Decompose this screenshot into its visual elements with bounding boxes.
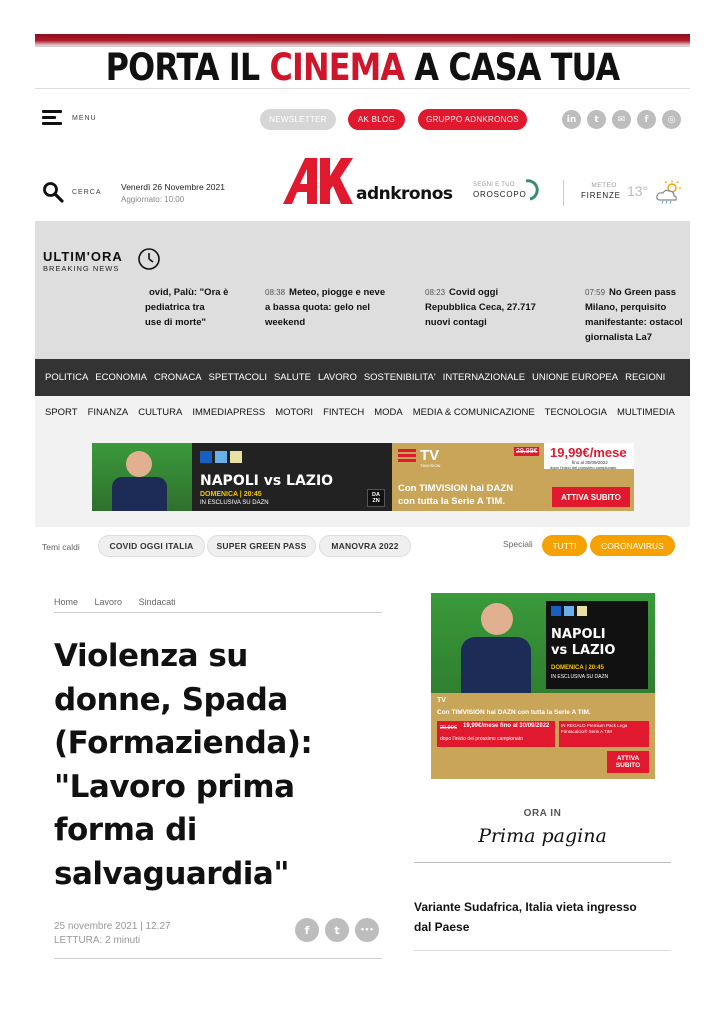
updated-time: Aggiornato: 10:00 <box>121 195 185 204</box>
gruppo-adnkronos-button[interactable]: GRUPPO ADNKRONOS <box>418 109 527 130</box>
article-meta <box>54 920 171 948</box>
sidebar-ad-price-note: dopo l'inizio del prossimo campionato <box>440 736 523 742</box>
clock-icon <box>137 247 161 271</box>
ad-right-panel <box>392 443 634 511</box>
sidebar-ad-old-price: 29,99€ <box>440 725 457 731</box>
date-block <box>121 182 225 204</box>
sidebar-ad-promo: Con TIMVISION hai DAZN con tutta la Serie A TIM. <box>437 709 591 716</box>
twitter-icon[interactable]: t <box>587 110 606 129</box>
ad-old-price: 29,99€ <box>516 448 538 455</box>
breaking-subtitle: BREAKING NEWS <box>43 264 120 273</box>
nav-sostenibilita[interactable]: SOSTENIBILITA' <box>363 372 436 383</box>
speciali-coronavirus[interactable]: CORONAVIRUS <box>590 535 675 556</box>
breaking-item[interactable]: 08:38 Meteo, piogge e neve a bassa quota: gelo nel weekend <box>265 287 386 328</box>
breadcrumb <box>54 597 382 613</box>
nav-lavoro[interactable]: LAVORO <box>317 372 357 383</box>
nav-cronaca[interactable]: CRONACA <box>154 372 202 383</box>
ad-player-photo <box>92 443 192 511</box>
share-twitter-icon[interactable]: t <box>325 918 349 942</box>
ad-promo1: Con TIMVISION hai DAZN <box>398 483 514 494</box>
breaking-title: ULTIM'ORA <box>43 249 123 264</box>
ad-left-panel <box>92 443 392 511</box>
nav-tecnologia[interactable]: TECNOLOGIA <box>544 407 607 418</box>
search-icon <box>42 181 64 203</box>
ad-offer-note2: dopo l'inizio del prossimo campionato <box>550 465 617 470</box>
divider <box>414 950 671 951</box>
breaking-news-bar <box>35 221 690 359</box>
nav-fintech[interactable]: FINTECH <box>323 407 365 418</box>
instagram-icon[interactable]: ◎ <box>662 110 681 129</box>
ad-when: DOMENICA | 20:45 <box>200 491 262 498</box>
header-separator <box>563 180 564 206</box>
share-more-icon[interactable]: ••• <box>355 918 379 942</box>
ora-in-label: ORA IN <box>523 808 562 819</box>
tag-super-green-pass[interactable]: SUPER GREEN PASS <box>207 535 316 557</box>
menu-button[interactable] <box>42 110 97 126</box>
ad-match: NAPOLI vs LAZIO <box>200 473 334 489</box>
nav-economia[interactable]: ECONOMIA <box>95 372 148 383</box>
ad-tv: TV <box>420 447 440 464</box>
dazn-leaderboard-ad[interactable] <box>92 443 634 511</box>
dazn-sidebar-ad[interactable] <box>431 593 655 779</box>
ad-exclusive: IN ESCLUSIVA SU DAZN <box>200 500 269 506</box>
breaking-item[interactable]: 08:23 Covid oggi Repubblica Ceca, 27.717 nuovi contagi <box>425 287 536 328</box>
divider <box>35 88 690 89</box>
tag-manovra-2022[interactable]: MANOVRA 2022 <box>319 535 411 557</box>
hamburger-icon <box>42 110 62 126</box>
breaking-item[interactable]: 07:59 No Green pass Milano, perquisito manifestante: ostacol giornalista La7 <box>585 287 683 343</box>
sidebar-ad-match2: vs LAZIO <box>551 643 616 658</box>
nav-moda[interactable]: MODA <box>374 407 403 418</box>
sidebar-ad-gift: IN REGALO Premium Pack Lega Fantacalcio® Serie A TIM <box>559 721 649 747</box>
speciali-label: Speciali <box>503 539 533 549</box>
nav-immediapress[interactable]: IMMEDIAPRESS <box>192 407 266 418</box>
nav-regioni[interactable]: REGIONI <box>625 372 666 383</box>
article-reading-time: LETTURA: 2 minuti <box>54 935 141 946</box>
breadcrumb-home[interactable]: Home <box>54 597 79 607</box>
ak-logo-mark <box>283 156 353 206</box>
secondary-nav <box>35 396 690 429</box>
oroscopo-small: SEGNI E TUO <box>473 182 515 188</box>
nav-media-comunicazione[interactable]: MEDIA & COMUNICAZIONE <box>412 407 535 418</box>
tag-covid-oggi-italia[interactable]: COVID OGGI ITALIA <box>98 535 205 557</box>
divider <box>414 862 671 863</box>
search-button[interactable] <box>42 181 102 203</box>
sidebar-ad-price: 19,99€/mese fino al 30/09/2022 <box>463 723 550 729</box>
logo-text: adnkronos <box>356 184 453 204</box>
share-buttons <box>295 918 379 942</box>
ad-cta-button[interactable]: ATTIVA SUBITO <box>552 487 630 507</box>
temi-caldi-label: Temi caldi <box>42 542 80 552</box>
facebook-icon[interactable]: f <box>637 110 656 129</box>
sidebar-ad-exclusive: IN ESCLUSIVA SU DAZN <box>551 674 609 680</box>
breadcrumb-sindacati[interactable]: Sindacati <box>138 597 176 607</box>
nav-motori[interactable]: MOTORI <box>275 407 314 418</box>
ad-promo2: con tutta la Serie A TIM. <box>398 496 505 507</box>
meteo-link[interactable] <box>581 182 621 200</box>
sidebar-ad-top <box>431 593 655 693</box>
sidebar-ad-when: DOMENICA | 20:45 <box>551 665 604 671</box>
meteo-small: METEO <box>591 182 617 189</box>
divider <box>54 958 382 959</box>
article-date: 25 novembre 2021 | 12.27 <box>54 921 171 932</box>
linkedin-icon[interactable]: in <box>562 110 581 129</box>
nav-sport[interactable]: SPORT <box>45 407 78 418</box>
banner-headline: PORTA IL CINEMA A CASA TUA <box>105 46 620 88</box>
prima-pagina-news-link[interactable]: Variante Sudafrica, Italia vieta ingresso dal Paese <box>414 900 637 934</box>
prima-pagina-title: Prima pagina <box>478 825 607 847</box>
share-facebook-icon[interactable]: f <box>295 918 319 942</box>
mail-icon[interactable]: ✉ <box>612 110 631 129</box>
breadcrumb-lavoro[interactable]: Lavoro <box>94 597 123 607</box>
current-date: Venerdì 26 Novembre 2021 <box>121 182 225 192</box>
ak-blog-button[interactable]: AK BLOG <box>348 109 405 130</box>
temperature: 13° <box>627 183 649 199</box>
ad-team-badges <box>200 451 242 463</box>
sidebar-ad-cta[interactable]: ATTIVA SUBITO <box>607 751 649 773</box>
nav-multimedia[interactable]: MULTIMEDIA <box>616 407 675 418</box>
meteo-city: FIRENZE <box>581 191 621 200</box>
oroscopo-label: OROSCOPO <box>473 190 527 199</box>
nav-spettacoli[interactable]: SPETTACOLI <box>208 372 267 383</box>
tim-icon <box>398 449 416 463</box>
menu-label: MENU <box>72 114 97 122</box>
social-links <box>562 110 681 129</box>
top-ad-banner[interactable] <box>35 34 690 88</box>
nav-cultura[interactable]: CULTURA <box>138 407 183 418</box>
breaking-item[interactable]: ovid, Palù: "Ora è pediatrica tra use di morte" <box>145 287 229 328</box>
speciali-tutti[interactable]: TUTTI <box>542 535 587 556</box>
search-label: CERCA <box>72 188 102 196</box>
newsletter-button[interactable]: NEWSLETTER <box>260 109 336 130</box>
ad-tv-small: TIMVISION <box>420 463 441 468</box>
article-headline: Violenza su donne, Spada (Formazienda): "Lavoro prima forma di salvaguardia" <box>54 638 313 892</box>
nav-salute[interactable]: SALUTE <box>273 372 311 383</box>
sidebar-ad-price-box <box>437 721 555 747</box>
nav-finanza[interactable]: FINANZA <box>87 407 129 418</box>
partly-cloudy-icon <box>655 180 682 204</box>
primary-nav <box>35 359 690 396</box>
dazn-logo: DA ZN <box>367 489 385 507</box>
oroscopo-icon <box>518 179 540 201</box>
ad-offer-note: fino al 30/09/2022 <box>572 460 608 465</box>
sidebar-ad-bottom <box>431 693 655 779</box>
sidebar-ad-tv-logo: TV <box>437 697 446 704</box>
adnkronos-logo[interactable] <box>283 156 453 206</box>
nav-internazionale[interactable]: INTERNAZIONALE <box>442 372 526 383</box>
nav-unione-europea[interactable]: UNIONE EUROPEA <box>532 372 619 383</box>
ad-price: 19,99€/mese <box>550 445 627 460</box>
sidebar-ad-match1: NAPOLI <box>551 627 606 642</box>
nav-politica[interactable]: POLITICA <box>45 372 89 383</box>
